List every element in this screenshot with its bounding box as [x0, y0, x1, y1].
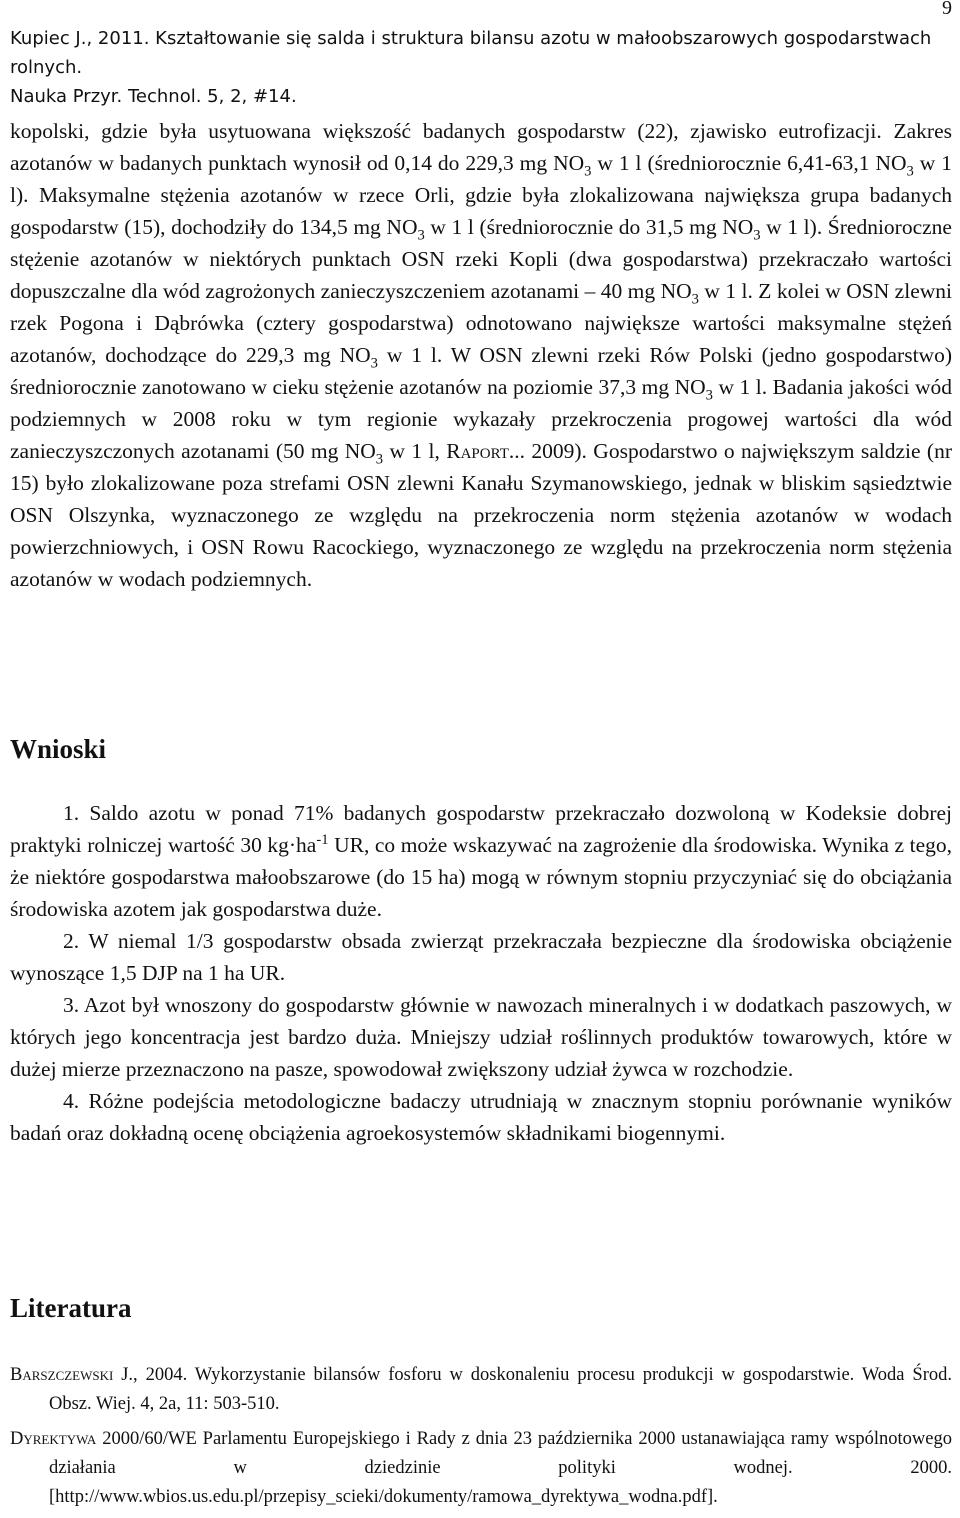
subscript: 3 [906, 163, 914, 180]
intro-paragraph [10, 115, 952, 595]
text-run: w 1 l). Średnioroczne stężenie azotanów w niektórych punktach OSN rzeki Kopli (dwa gospodarstwa) przekraczało wartości dopuszczalne dla wód zagrożonych zanieczyszczeniem azotanami – 40 mg NO [10, 215, 952, 303]
text-run: w 1 l. W OSN zlewni rzeki Rów Polski (jedno gospodarstwo) średniorocznie zanotowano w cieku stężenie azotanów na poziomie 37,3 mg NO [10, 343, 952, 399]
subscript: 3 [691, 291, 699, 308]
subscript: 3 [417, 227, 425, 244]
citation-header [10, 24, 945, 111]
conclusion-item-4: 4. Różne podejścia metodologiczne badaczy utrudniają w znacznym stopniu porównanie wyników badań oraz dokładną ocenę obciążenia agroekosystemów składnikami biogennymi. [10, 1089, 952, 1145]
text-run: w 1 l (średniorocznie 6,41-63,1 NO [591, 151, 907, 175]
reference-text: 2000/60/WE Parlamentu Europejskiego i Rady z dnia 23 października 2000 ustanawiająca ramy wspólnotowego działania w dziedzinie polityki wodnej. 2000. [http://www.wbios.us.edu.pl/przepisy_scieki/dokumenty/ramowa_dyrektywa_wodna.pdf]. [49, 1429, 952, 1507]
citation-line-2: Nauka Przyr. Technol. 5, 2, #14. [10, 86, 297, 107]
text-run: w 1 l). Maksymalne stężenia azotanów w rzece Orli, gdzie była zlokalizowana największa grupa badanych gospodarstw (15), dochodziły do 134,5 mg NO [10, 151, 952, 239]
text-run: w 1 l. Z kolei w OSN zlewni rzek Pogona i Dąbrówka (cztery gospodarstwa) odnotowano największe wartości maksymalne stężeń azotanów, dochodzące do 229,3 mg NO [10, 279, 952, 367]
reference-text: J., 2004. Wykorzystanie bilansów fosforu w doskonaleniu procesu produkcji w gospodarstwie. Woda Środ. Obsz. Wiej. 4, 2a, 11: 503-510. [49, 1365, 952, 1414]
text-run: w 1 l, [383, 439, 447, 463]
text-run: w 1 l (średniorocznie do 31,5 mg NO [424, 215, 754, 239]
reference-item-1 [10, 1361, 952, 1419]
text-run: UR, co może wskazywać na zagrożenie dla środowiska. Wynika z tego, że niektóre gospodarstwa małoobszarowe (do 15 ha) mogą w równym stopniu przyczyniać się do obciążania środowiska azotem jak gospodarstwa duże. [10, 833, 952, 921]
conclusions-list [10, 797, 952, 1149]
references-list [10, 1361, 952, 1518]
superscript: -1 [316, 831, 329, 848]
raport-citation: Raport [446, 439, 509, 463]
page-number: 9 [942, 0, 952, 19]
subscript: 3 [753, 227, 761, 244]
text-run: w 1 l. Badania jakości wód podziemnych w 2008 roku w tym regionie wykazały przekroczenia progowej wartości dla wód zanieczyszczonych azotanami (50 mg NO [10, 375, 952, 463]
reference-item-2 [10, 1425, 952, 1512]
paragraph-text [10, 115, 952, 595]
subscript: 3 [370, 355, 378, 372]
conclusions-heading: Wnioski [10, 734, 107, 764]
running-header [10, 0, 952, 107]
text-run: ... 2009). Gospodarstwo o największym saldzie (nr 15) było zlokalizowane poza strefami OSN zlewni Kanału Szymanowskiego, jednak w bliskim sąsiedztwie OSN Olszynka, wyznaczonego ze względu na przekroczenia norm stężenia azotanów w wodach powierzchniowych, i OSN Rowu Racockiego, wyznaczonego ze względu na przekroczenia norm stężenia azotanów w wodach podziemnych. [10, 439, 952, 591]
text-run: kopolski, gdzie była usytuowana większość badanych gospodarstw (22), zjawisko eutrofizacji. Zakres azotanów w badanych punktach wynosił od 0,14 do 229,3 mg NO [10, 119, 952, 175]
reference-author: Barszczewski [10, 1365, 114, 1385]
references-heading: Literatura [10, 1293, 132, 1323]
subscript: 3 [584, 163, 592, 180]
reference-author: Dyrektywa [10, 1429, 97, 1449]
subscript: 3 [705, 387, 713, 404]
conclusion-item-2: 2. W niemal 1/3 gospodarstw obsada zwierząt przekraczała bezpieczne dla środowiska obciążenie wynoszące 1,5 DJP na 1 ha UR. [10, 929, 952, 985]
text-run: 1. Saldo azotu w ponad 71% badanych gospodarstw przekraczało dozwoloną w Kodeksie dobrej praktyki rolniczej wartość 30 kg·ha [10, 801, 952, 857]
conclusion-item-3: 3. Azot był wnoszony do gospodarstw głównie w nawozach mineralnych i w dodatkach paszowych, w których jego koncentracja jest bardzo duża. Mniejszy udział roślinnych produktów towarowych, które w dużej mierze przeznaczono na pasze, spowodował zwiększony udział żywca w rozchodzie. [10, 993, 952, 1081]
citation-line-1: Kupiec J., 2011. Kształtowanie się salda i struktura bilansu azotu w małoobszarowych gospodarstwach rolnych. [10, 28, 932, 78]
conclusion-item-1 [10, 797, 952, 925]
subscript: 3 [375, 451, 384, 468]
